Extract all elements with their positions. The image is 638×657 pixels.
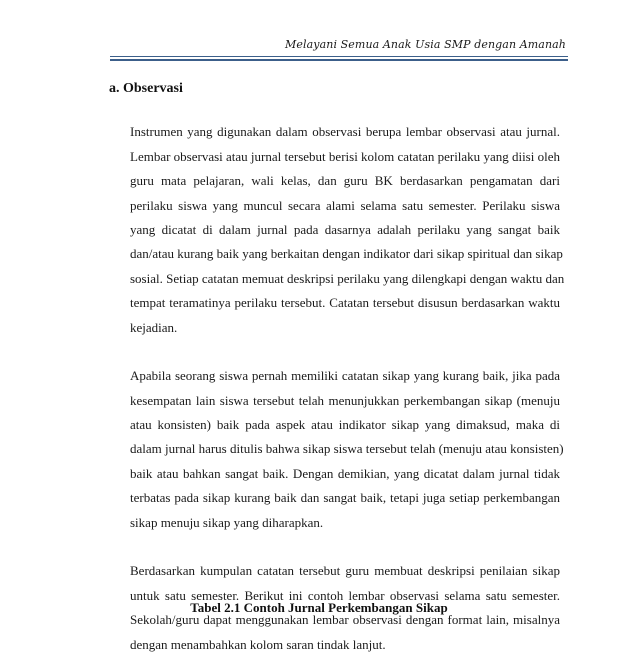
header-rule (110, 56, 568, 57)
text-line: Sekolah/guru dapat menggunakan lembar observasi dengan format lain, misalnya (130, 612, 560, 628)
text-line: Apabila seorang siswa pernah memiliki catatan sikap yang kurang baik, jika pada (130, 368, 560, 384)
table-caption: Tabel 2.1 Contoh Jurnal Perkembangan Sikap (190, 600, 448, 615)
text-line: terbatas pada sikap kurang baik dan sangat baik, tetapi juga setiap perkembangan (130, 490, 560, 506)
text-line: kesempatan lain siswa tersebut telah menunjukkan perkembangan sikap (menuju (130, 392, 560, 408)
text-line: dan/atau kurang baik yang berkaitan dengan indikator dari sikap spiritual dan sikap (130, 246, 563, 262)
text-line: Instrumen yang digunakan dalam observasi berupa lembar observasi atau jurnal. (130, 124, 560, 140)
text-line: yang dicatat di dalam jurnal pada dasarnya adalah perilaku yang sangat baik (130, 221, 560, 237)
text-line: baik atau bahkan sangat baik. Dengan demikian, yang dicatat dalam jurnal tidak (130, 465, 560, 481)
text-line: Berdasarkan kumpulan catatan tersebut guru membuat deskripsi penilaian sikap (130, 563, 560, 579)
header-rule-thick (110, 59, 568, 61)
body-text (130, 96, 565, 657)
text-line: kejadian. (130, 319, 178, 335)
section-heading: a. Observasi (109, 81, 183, 96)
text-line: tempat teramatinya perilaku tersebut. Catatan tersebut disusun berdasarkan waktu (130, 295, 560, 311)
paragraph-1 (130, 120, 565, 340)
text-line: sikap menuju sikap yang diharapkan. (130, 514, 324, 530)
text-line: perilaku siswa yang muncul secara alami selama satu semester. Perilaku siswa (130, 197, 560, 213)
paragraph-2 (130, 364, 564, 535)
text-line: atau konsisten) baik pada aspek atau indikator sikap yang dimaksud, maka di (130, 417, 560, 433)
running-header: Melayani Semua Anak Usia SMP dengan Amanah (285, 38, 566, 51)
text-line: dengan menambahkan kolom saran tindak lanjut. (130, 636, 386, 652)
text-line: guru mata pelajaran, wali kelas, dan guru BK berdasarkan pengamatan dari (130, 173, 560, 189)
text-line: Lembar observasi atau jurnal tersebut berisi kolom catatan perilaku yang diisi oleh (130, 148, 560, 164)
text-line: sosial. Setiap catatan memuat deskripsi perilaku yang dilengkapi dengan waktu dan (130, 270, 565, 286)
text-line: untuk satu semester. Berikut ini contoh lembar observasi selama satu semester. (130, 587, 560, 603)
text-line: dalam jurnal harus ditulis bahwa sikap siswa tersebut telah (menuju atau konsisten) (130, 441, 564, 457)
